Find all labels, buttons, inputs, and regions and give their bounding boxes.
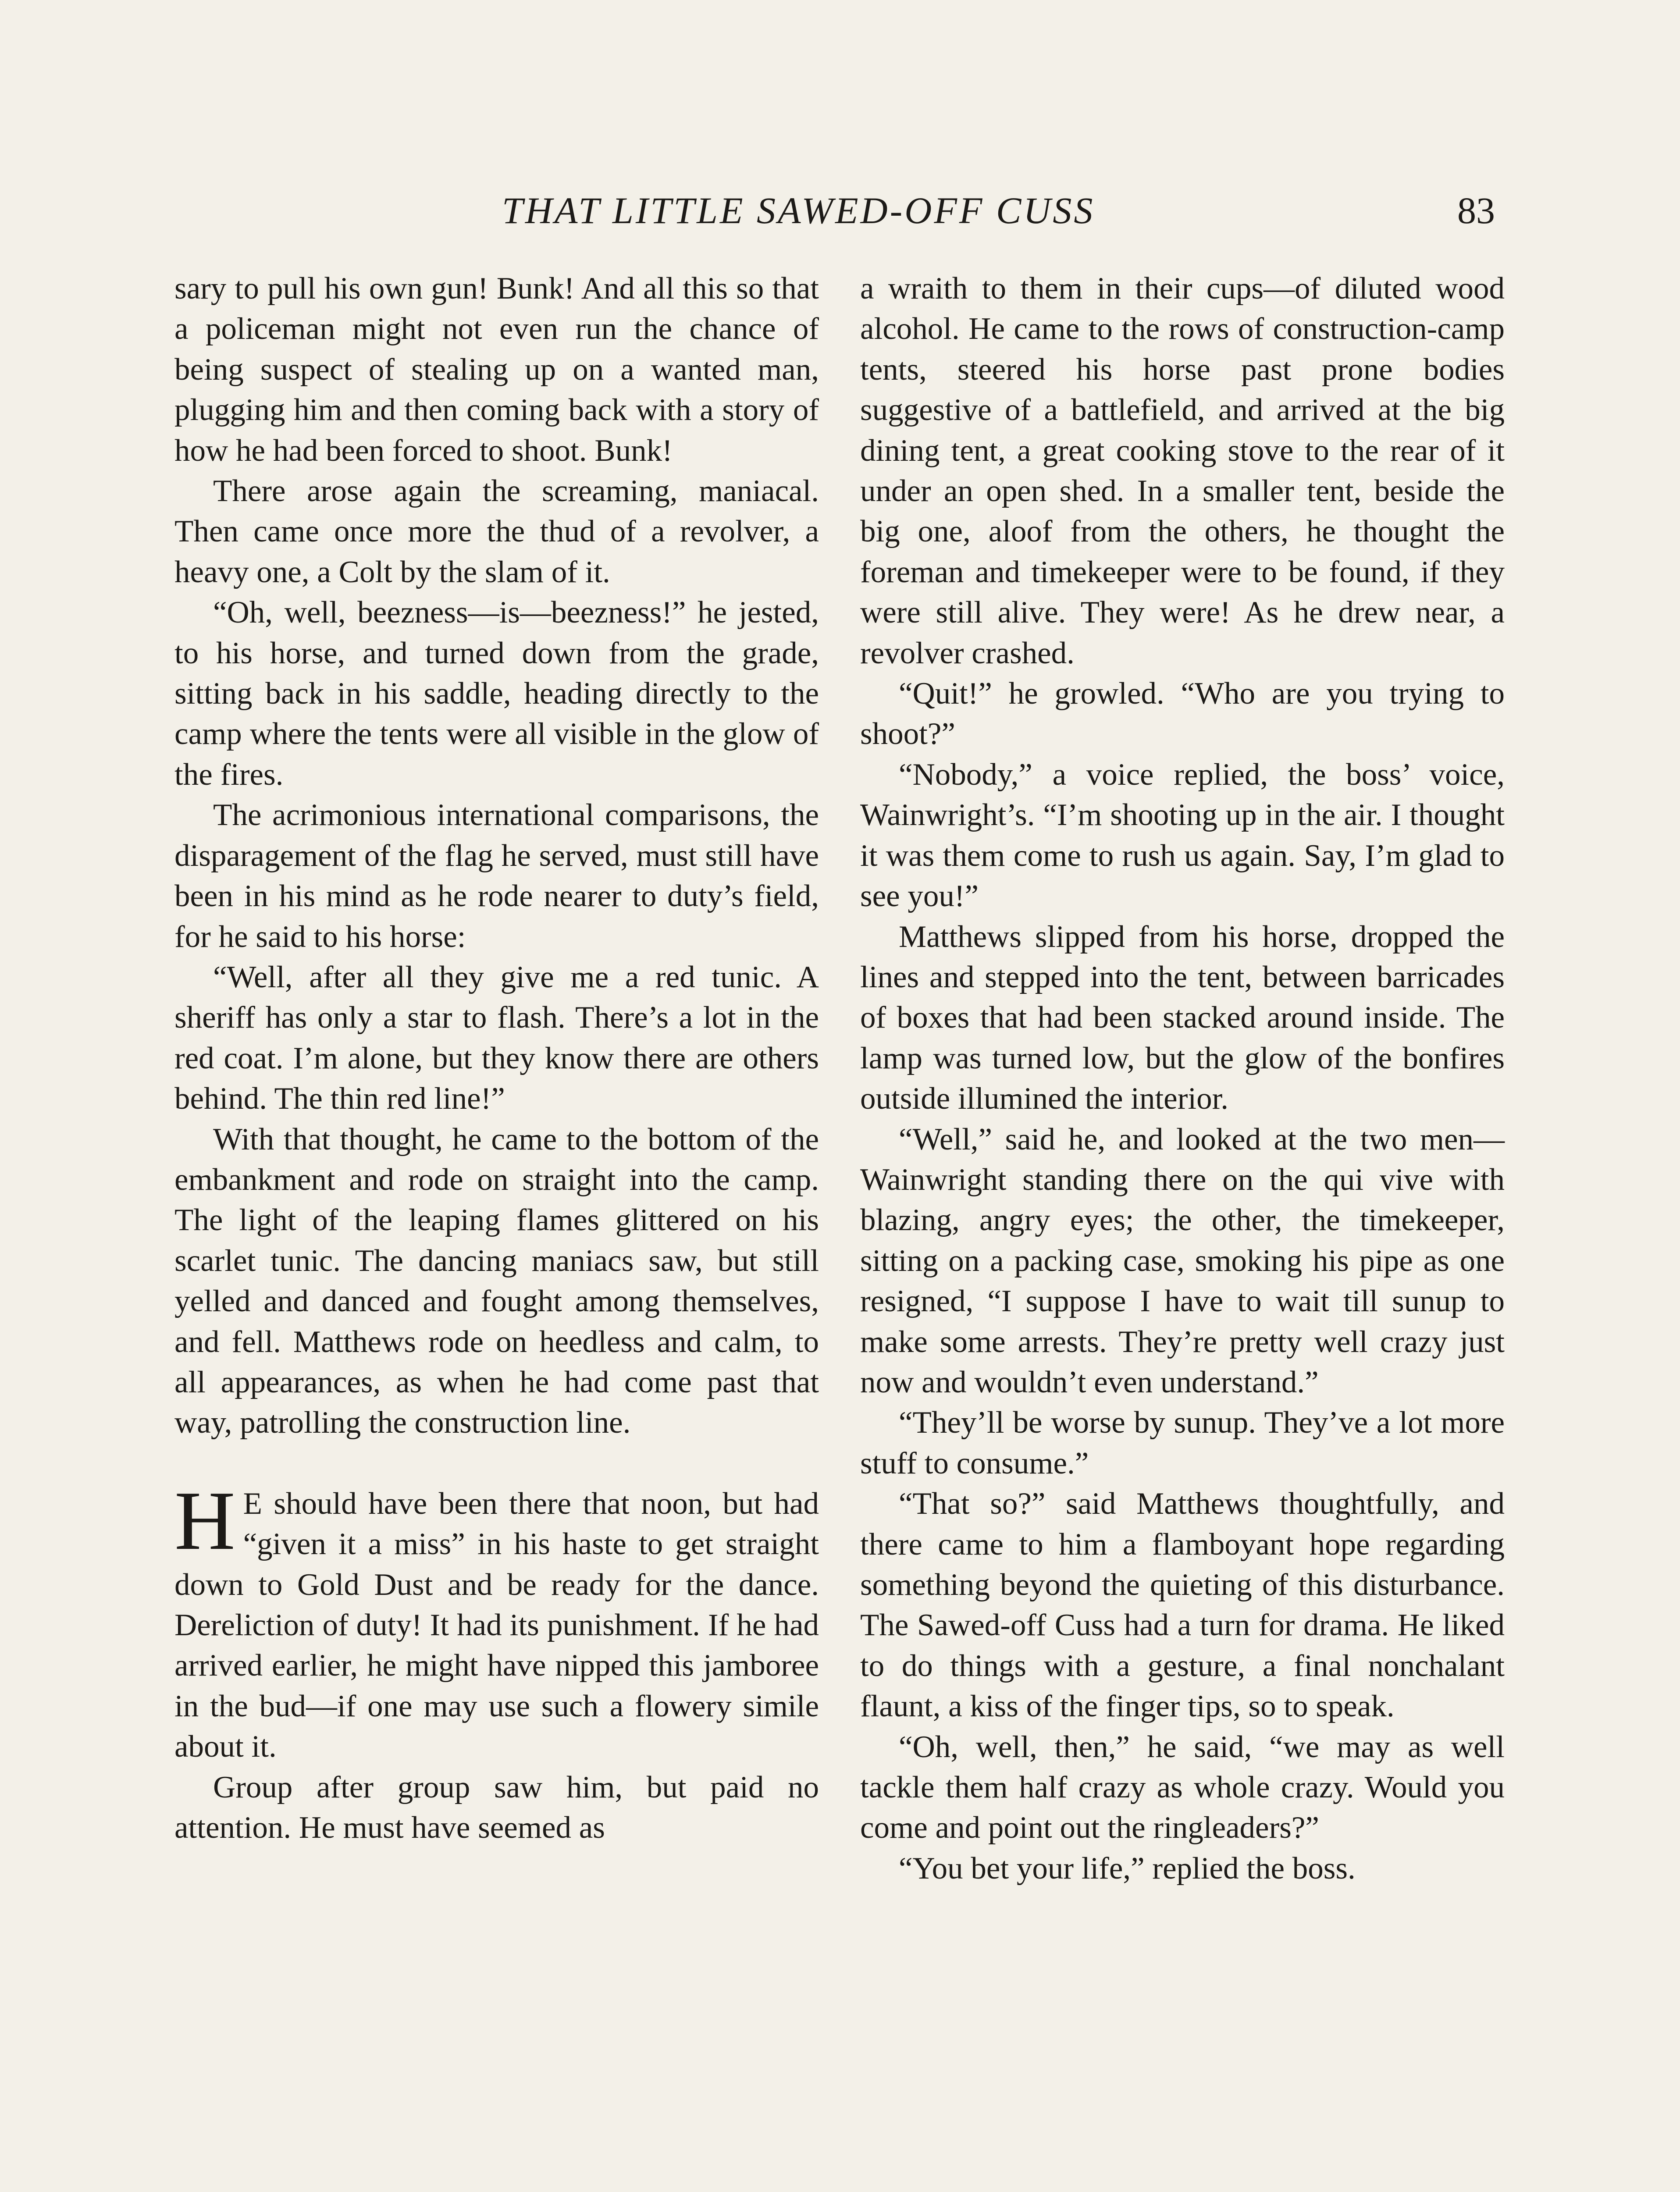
paragraph: “Well, after all they give me a red tunic. A sheriff has only a star to flash. There’s a lot in the red coat. I’m alone, but they know there are others behind. The thin red line!” [174, 960, 819, 1116]
page-number: 83 [1457, 189, 1495, 231]
paragraph: “Oh, well, then,” he said, “we may as well tackle them half crazy as whole crazy. Would you come and point out the ringleaders?” [860, 1729, 1505, 1845]
paragraph: The acrimonious international comparisons, the disparagement of the flag he served, must still have been in his mind as he rode nearer to duty’s field, for he said to his horse: [174, 798, 819, 954]
drop-cap: H [174, 1473, 235, 1567]
paragraph: “Oh, well, beezness—is—beezness!” he jested, to his horse, and turned down from the grade, sitting back in his saddle, heading directly to the camp where the tents were all visible in the glow of the fires. [174, 595, 819, 792]
left-column [174, 268, 819, 1848]
paragraph: With that thought, he came to the bottom of the embankment and rode on straight into the camp. The light of the leaping flames glittered on his scarlet tunic. The dancing maniacs saw, but still yelled and danced and fought among themselves, and fell. Matthews rode on heedless and calm, to all appearances, as when he had come past that way, patrolling the construction line. [174, 1122, 819, 1440]
section-opening-text: E should have been there that noon, but had “given it a miss” in his haste to get straight down to Gold Dust and be ready for the dance. Dereliction of duty! It had its punishment. If he had arrived earlier, he might have nipped this jamboree in the bud—if one may use such a flowery simile about it. [174, 1486, 819, 1764]
paragraph: Group after group saw him, but paid no attention. He must have seemed as [174, 1770, 819, 1845]
paragraph: “Quit!” he growled. “Who are you trying to shoot?” [860, 676, 1505, 751]
paragraph: “Nobody,” a voice replied, the boss’ voice, Wainwright’s. “I’m shooting up in the air. I thought it was them come to rush us again. Say, I’m glad to see you!” [860, 757, 1505, 914]
paragraph: sary to pull his own gun! Bunk! And all this so that a policeman might not even run the chance of being suspect of stealing up on a wanted man, plugging him and then coming back with a story of how he had been forced to shoot. Bunk! [174, 271, 819, 468]
paragraph: There arose again the screaming, maniacal. Then came once more the thud of a revolver, a heavy one, a Colt by the slam of it. [174, 474, 819, 589]
paragraph: “They’ll be worse by sunup. They’ve a lot more stuff to consume.” [860, 1406, 1505, 1480]
paragraph: a wraith to them in their cups—of diluted wood alcohol. He came to the rows of construction-camp tents, steered his horse past prone bodies suggestive of a battlefield, and arrived at the big dining tent, a great cooking stove to the rear of it under an open shed. In a smaller tent, beside the big one, aloof from the others, he thought the foreman and timekeeper were to be found, if they were still alive. They were! As he drew near, a revolver crashed. [860, 271, 1505, 670]
paragraph: Matthews slipped from his horse, dropped the lines and stepped into the tent, between barricades of boxes that had been stacked around inside. The lamp was turned low, but the glow of the bonfires outside illumined the interior. [860, 919, 1505, 1116]
paragraph: “Well,” said he, and looked at the two men—Wainwright standing there on the qui vive with blazing, angry eyes; the other, the timekeeper, sitting on a packing case, smoking his pipe as one resigned, “I suppose I have to wait till sunup to make some arrests. They’re pretty well crazy just now and wouldn’t even understand.” [860, 1122, 1505, 1399]
paragraph: “That so?” said Matthews thoughtfully, and there came to him a flamboyant hope regarding something beyond the quieting of this disturbance. The Sawed-off Cuss had a turn for drama. He liked to do things with a gesture, a final nonchalant flaunt, a kiss of the finger tips, so to speak. [860, 1487, 1505, 1724]
right-column [860, 268, 1505, 1889]
running-head [175, 189, 1495, 237]
running-title: THAT LITTLE SAWED-OFF CUSS [502, 189, 1095, 231]
section-opening-paragraph [174, 1473, 819, 1767]
paragraph: “You bet your life,” replied the boss. [899, 1851, 1356, 1886]
section-break [174, 1443, 819, 1484]
